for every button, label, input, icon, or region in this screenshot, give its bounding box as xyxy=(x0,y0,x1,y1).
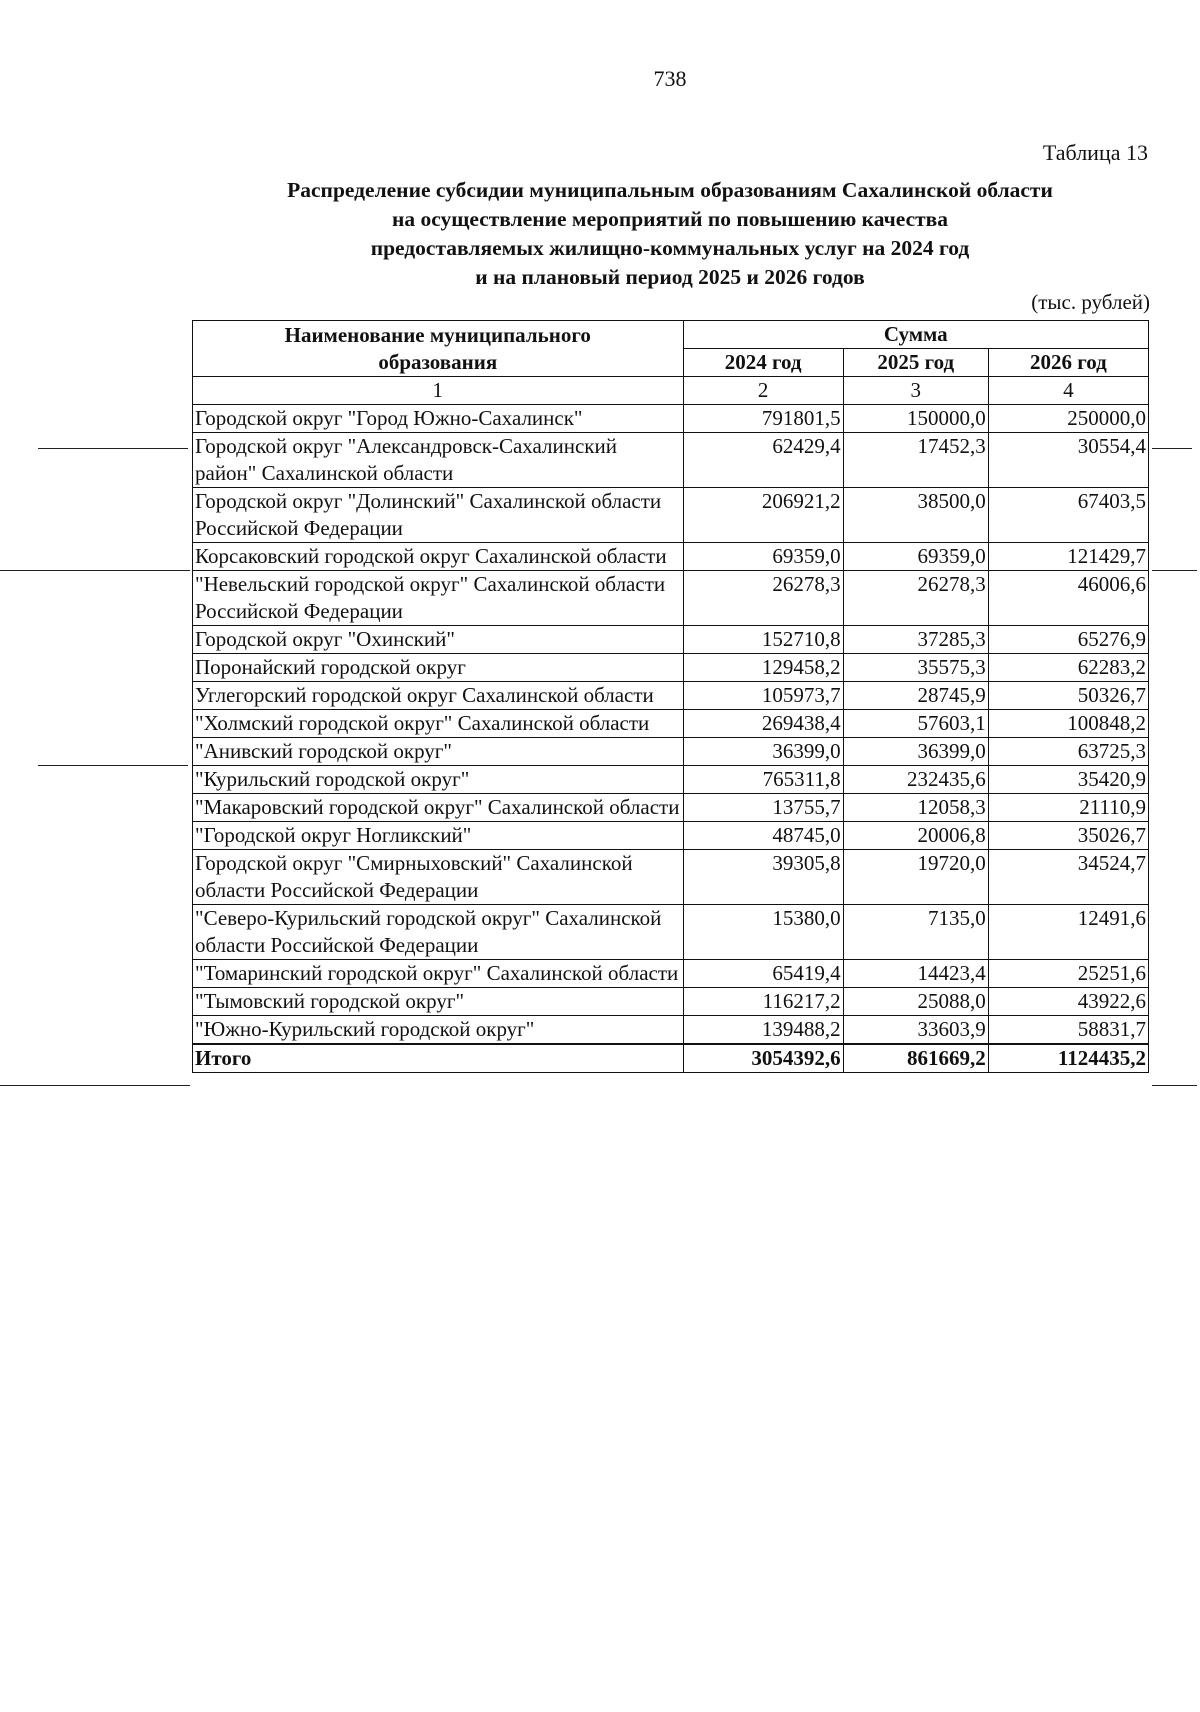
municipality-name: Городской округ "Охинский" xyxy=(193,626,684,654)
value-2025: 150000,0 xyxy=(843,405,988,433)
header-name: Наименование муниципального образования xyxy=(193,321,684,377)
value-2026: 21110,9 xyxy=(988,794,1148,822)
value-2024: 152710,8 xyxy=(683,626,843,654)
value-2026: 65276,9 xyxy=(988,626,1148,654)
value-2026: 34524,7 xyxy=(988,850,1148,905)
total-2026: 1124435,2 xyxy=(988,1044,1148,1073)
value-2026: 67403,5 xyxy=(988,488,1148,543)
table-row xyxy=(193,488,1149,543)
value-2025: 28745,9 xyxy=(843,682,988,710)
municipality-name: Городской округ "Александровск-Сахалинский район" Сахалинской области xyxy=(193,433,684,488)
value-2025: 12058,3 xyxy=(843,794,988,822)
header-sum: Сумма xyxy=(683,321,1149,349)
value-2026: 100848,2 xyxy=(988,710,1148,738)
value-2025: 26278,3 xyxy=(843,571,988,626)
title-line: Распределение субсидии муниципальным образованиям Сахалинской области xyxy=(287,178,1053,202)
header-year-2024: 2024 год xyxy=(683,349,843,377)
scan-artifact-line xyxy=(0,1085,190,1086)
table-row xyxy=(193,738,1149,766)
table-row xyxy=(193,654,1149,682)
title-line: предоставляемых жилищно-коммунальных услуг на 2024 год xyxy=(370,236,970,260)
municipality-name: "Холмский городской округ" Сахалинской области xyxy=(193,710,684,738)
header-year-2026: 2026 год xyxy=(988,349,1148,377)
municipality-name: Поронайский городской округ xyxy=(193,654,684,682)
column-numbers-row xyxy=(193,377,1149,405)
scan-artifact-line xyxy=(38,448,188,449)
value-2025: 232435,6 xyxy=(843,766,988,794)
municipality-name: "Анивский городской округ" xyxy=(193,738,684,766)
column-number: 4 xyxy=(988,377,1148,405)
table-row xyxy=(193,405,1149,433)
table-row xyxy=(193,1016,1149,1045)
value-2026: 62283,2 xyxy=(988,654,1148,682)
column-number: 1 xyxy=(193,377,684,405)
value-2025: 20006,8 xyxy=(843,822,988,850)
table-row xyxy=(193,710,1149,738)
column-number: 2 xyxy=(683,377,843,405)
column-number: 3 xyxy=(843,377,988,405)
value-2026: 35026,7 xyxy=(988,822,1148,850)
table-row xyxy=(193,988,1149,1016)
document-title xyxy=(200,176,1140,292)
value-2025: 25088,0 xyxy=(843,988,988,1016)
value-2025: 7135,0 xyxy=(843,905,988,960)
municipality-name: Городской округ "Смирныховский" Сахалинской области Российской Федерации xyxy=(193,850,684,905)
scan-artifact-line xyxy=(1152,570,1197,571)
municipality-name: "Невельский городской округ" Сахалинской области Российской Федерации xyxy=(193,571,684,626)
title-line: на осуществление мероприятий по повышению качества xyxy=(391,207,949,231)
subsidy-distribution-table xyxy=(192,320,1149,1073)
total-row xyxy=(193,1044,1149,1073)
value-2024: 69359,0 xyxy=(683,543,843,571)
table-row xyxy=(193,626,1149,654)
municipality-name: Городской округ "Город Южно-Сахалинск" xyxy=(193,405,684,433)
value-2025: 19720,0 xyxy=(843,850,988,905)
table-row xyxy=(193,543,1149,571)
table-row xyxy=(193,794,1149,822)
value-2026: 43922,6 xyxy=(988,988,1148,1016)
value-2025: 35575,3 xyxy=(843,654,988,682)
value-2024: 269438,4 xyxy=(683,710,843,738)
value-2024: 765311,8 xyxy=(683,766,843,794)
value-2025: 37285,3 xyxy=(843,626,988,654)
value-2026: 121429,7 xyxy=(988,543,1148,571)
municipality-name: "Курильский городской округ" xyxy=(193,766,684,794)
value-2026: 50326,7 xyxy=(988,682,1148,710)
value-2026: 58831,7 xyxy=(988,1016,1148,1045)
value-2025: 17452,3 xyxy=(843,433,988,488)
municipality-name: "Северо-Курильский городской округ" Сахалинской области Российской Федерации xyxy=(193,905,684,960)
value-2026: 35420,9 xyxy=(988,766,1148,794)
scan-artifact-line xyxy=(1152,1085,1197,1086)
municipality-name: "Тымовский городской округ" xyxy=(193,988,684,1016)
header-year-2025: 2025 год xyxy=(843,349,988,377)
scan-artifact-line xyxy=(0,570,190,571)
header-row xyxy=(193,321,1149,349)
value-2026: 250000,0 xyxy=(988,405,1148,433)
total-2025: 861669,2 xyxy=(843,1044,988,1073)
municipality-name: "Томаринский городской округ" Сахалинской области xyxy=(193,960,684,988)
scan-artifact-line xyxy=(1152,448,1192,449)
page-number: 738 xyxy=(653,66,687,91)
value-2024: 105973,7 xyxy=(683,682,843,710)
value-2024: 139488,2 xyxy=(683,1016,843,1045)
units-label: (тыс. рублей) xyxy=(1031,290,1150,314)
title-line: и на плановый период 2025 и 2026 годов xyxy=(475,265,865,289)
value-2026: 46006,6 xyxy=(988,571,1148,626)
value-2024: 206921,2 xyxy=(683,488,843,543)
value-2025: 38500,0 xyxy=(843,488,988,543)
value-2025: 69359,0 xyxy=(843,543,988,571)
table-row xyxy=(193,571,1149,626)
value-2025: 57603,1 xyxy=(843,710,988,738)
value-2026: 12491,6 xyxy=(988,905,1148,960)
table-row xyxy=(193,433,1149,488)
value-2024: 15380,0 xyxy=(683,905,843,960)
value-2024: 65419,4 xyxy=(683,960,843,988)
table-row xyxy=(193,960,1149,988)
value-2024: 62429,4 xyxy=(683,433,843,488)
municipality-name: "Южно-Курильский городской округ" xyxy=(193,1016,684,1045)
value-2024: 13755,7 xyxy=(683,794,843,822)
municipality-name: Городской округ "Долинский" Сахалинской области Российской Федерации xyxy=(193,488,684,543)
table-row xyxy=(193,822,1149,850)
value-2026: 25251,6 xyxy=(988,960,1148,988)
municipality-name: "Городской округ Ногликский" xyxy=(193,822,684,850)
value-2025: 36399,0 xyxy=(843,738,988,766)
value-2024: 26278,3 xyxy=(683,571,843,626)
table-label: Таблица 13 xyxy=(1042,140,1148,165)
value-2024: 116217,2 xyxy=(683,988,843,1016)
municipality-name: "Макаровский городской округ" Сахалинской области xyxy=(193,794,684,822)
value-2024: 39305,8 xyxy=(683,850,843,905)
value-2026: 63725,3 xyxy=(988,738,1148,766)
scan-artifact-line xyxy=(38,765,188,766)
table-row xyxy=(193,766,1149,794)
table-row xyxy=(193,682,1149,710)
total-label: Итого xyxy=(193,1044,684,1073)
value-2024: 129458,2 xyxy=(683,654,843,682)
table-row xyxy=(193,905,1149,960)
value-2024: 48745,0 xyxy=(683,822,843,850)
value-2024: 36399,0 xyxy=(683,738,843,766)
municipality-name: Углегорский городской округ Сахалинской области xyxy=(193,682,684,710)
value-2025: 14423,4 xyxy=(843,960,988,988)
table-row xyxy=(193,850,1149,905)
municipality-name: Корсаковский городской округ Сахалинской области xyxy=(193,543,684,571)
value-2024: 791801,5 xyxy=(683,405,843,433)
value-2026: 30554,4 xyxy=(988,433,1148,488)
total-2024: 3054392,6 xyxy=(683,1044,843,1073)
value-2025: 33603,9 xyxy=(843,1016,988,1045)
